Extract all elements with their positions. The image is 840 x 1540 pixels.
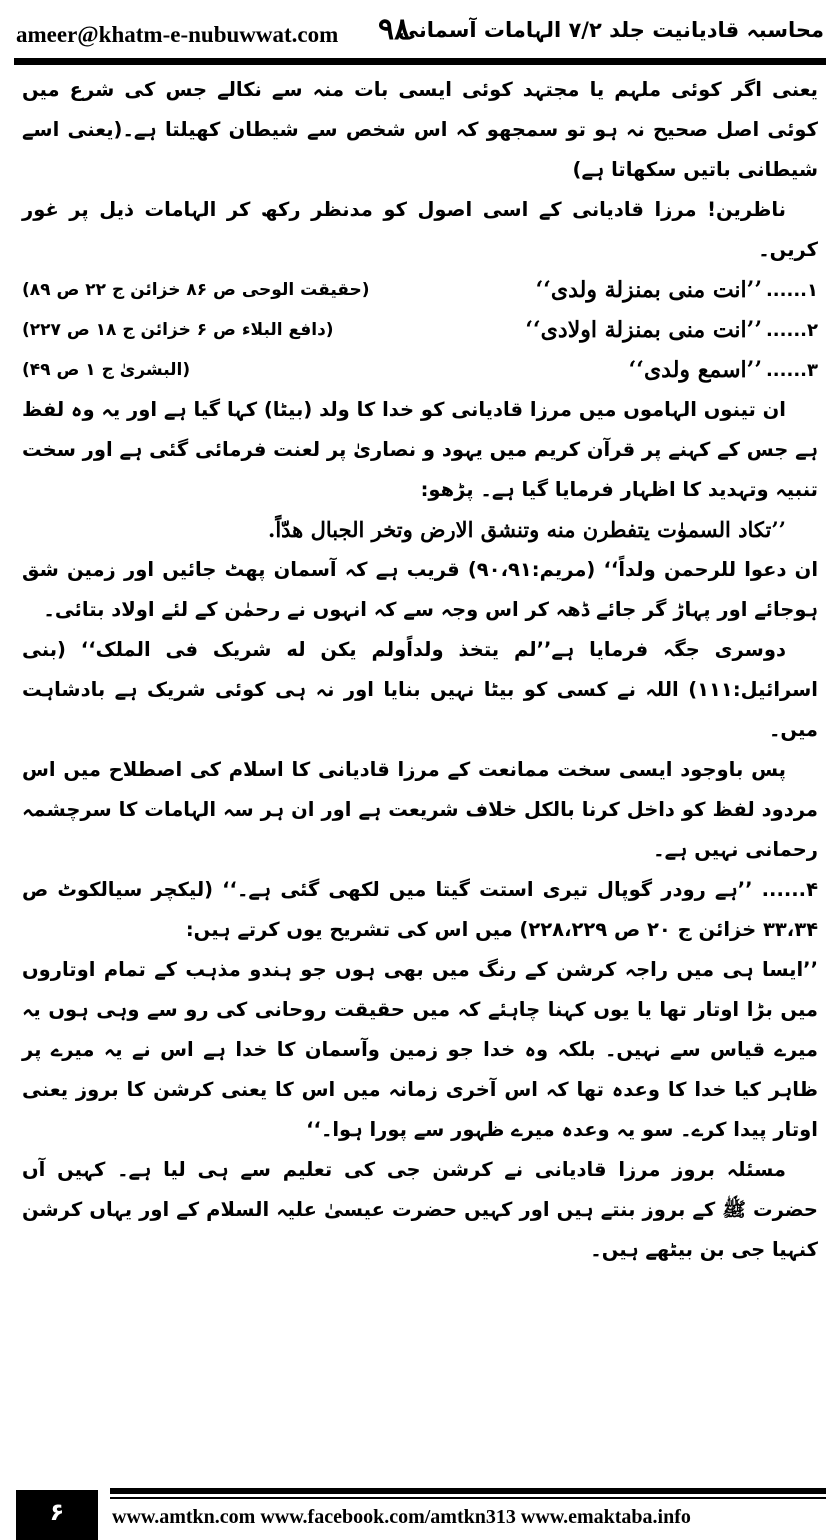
footer-rule-thick [110, 1488, 826, 1494]
paragraph-8: ’’ایسا ہی میں راجہ کرشن کے رنگ میں بھی ہوں جو ہندو مذہب کے تمام اوتاروں میں بڑا اوتار تھا یا یوں کہنا چاہئے کہ میں حقیقت روحانی کی رو سے وہی ہوں یہ میرے قیاس سے نہیں۔ بلکہ وہ خدا جو زمین وآسمان کا خدا ہے اس نے یہ میرے پر ظاہر کیا خدا کا وعدہ تھا کہ اس آخری زمانہ میں اس کا یعنی کرشن کا بروز یعنی اوتار پیدا کرے۔ سو یہ وعدہ میرے ظہور سے پورا ہوا۔‘‘ [22, 958, 818, 1141]
page-footer [0, 1486, 840, 1540]
paragraph-2: ناظرین! مرزا قادیانی کے اسی اصول کو مدنظر رکھ کر الہامات ذیل پر غور کریں۔ [22, 198, 818, 261]
ilham-number: ۲...... [765, 319, 818, 341]
paragraph-6: پس باوجود ایسی سخت ممانعت کے مرزا قادیانی کا اسلام کی اصطلاح میں اس مردود لفظ کو داخل کرنا بالکل خلاف شریعت ہے اور ان ہر سہ الہامات کا سرچشمہ رحمانی نہیں ہے۔ [22, 758, 818, 861]
ilham-entry-3 [22, 350, 818, 390]
ilham-reference: (دافع البلاء ص ۶ خزائن ج ۱۸ ص ۲۲۷) [22, 320, 334, 340]
footer-rule-thin [110, 1497, 826, 1499]
page-body [22, 70, 818, 1450]
ilham-text: ’’انت منی بمنزلة ولدی‘‘ [535, 277, 762, 303]
ilham-reference: (البشریٰ ج ۱ ص ۴۹) [22, 360, 191, 380]
page-number: ۹۸ [378, 12, 411, 47]
paragraph-1: یعنی اگر کوئی ملہم یا مجتہد کوئی ایسی بات منہ سے نکالے جس کی شرع میں کوئی اصل صحیح نہ ہو تو سمجھو کہ اس شخص سے شیطان کھیلتا ہے۔(یعنی اسے شیطانی باتیں سکھاتا ہے) [22, 78, 818, 181]
paragraph-7: ۴...... ’’ہے رودر گوپال تیری استت گیتا میں لکھی گئی ہے۔‘‘ (لیکچر سیالکوٹ ص ۳۳،۳۴ خزائن ج ۲۰ ص ۲۲۸،۲۲۹) میں اس کی تشریح یوں کرتے ہیں: [22, 878, 818, 941]
footer-page-number: ۶ [16, 1490, 98, 1540]
quran-verse: ’’تکاد السموٰت یتفطرن منه وتنشق الارض وتخر الجبال هدّاً. [268, 517, 786, 542]
paragraph-3: ان تینوں الہاموں میں مرزا قادیانی کو خدا کا ولد (بیٹا) کہا گیا ہے اور یہ وہ لفظ ہے جس کے کہنے پر قرآن کریم میں یہود و نصاریٰ پر لعنت فرمائی گئی ہے اور سخت تنبیہ وتہدید کا اظہار فرمایا گیا ہے۔ پڑھو: [22, 398, 818, 501]
footer-urls: www.amtkn.com www.facebook.com/amtkn313 www.emaktaba.info [112, 1506, 691, 1528]
header-rule [14, 58, 826, 65]
running-title: محاسبہ قادیانیت جلد ۷/۲ الہامات آسمانی [397, 18, 824, 42]
paragraph-9: مسئلہ بروز مرزا قادیانی نے کرشن جی کی تعلیم سے ہی لیا ہے۔ کہیں آں حضرت ﷺ کے بروز بنتے ہیں اور کہیں حضرت عیسیٰ علیہ السلام کے اور یہاں کرشن کنہیا جی بن بیٹھے ہیں۔ [22, 1158, 818, 1261]
ilham-number: ۱...... [765, 279, 818, 301]
ilham-number: ۳...... [765, 359, 818, 381]
ilham-entry-1 [22, 270, 818, 310]
ilham-reference: (حقیقت الوحی ص ۸۶ خزائن ج ۲۲ ص ۸۹) [22, 280, 370, 300]
paragraph-5: دوسری جگہ فرمایا ہے’’لم یتخذ ولداًولم یکن له شریک فی الملک‘‘ (بنی اسرائیل:۱۱۱) اللہ نے کسی کو بیٹا نہیں بنایا اور نہ ہی کوئی شریک ہے بادشاہت میں۔ [22, 638, 818, 741]
header-email: ameer@khatm-e-nubuwwat.com [16, 22, 339, 47]
ilham-text: ’’انت منی بمنزلة اولادی‘‘ [525, 317, 762, 343]
ilham-text: ’’اسمع ولدی‘‘ [628, 357, 762, 383]
ilham-entry-2 [22, 310, 818, 350]
paragraph-4: ان دعوا للرحمن ولداً‘‘ (مریم:۹۰،۹۱) قریب ہے کہ آسمان پھٹ جائیں اور زمین شق ہوجائے اور پہاڑ گر جائے ڈھہ کر اس وجہ سے کہ انہوں نے رحمٰن کے لئے اولاد بتائی۔ [22, 558, 819, 621]
page-header [0, 0, 840, 60]
